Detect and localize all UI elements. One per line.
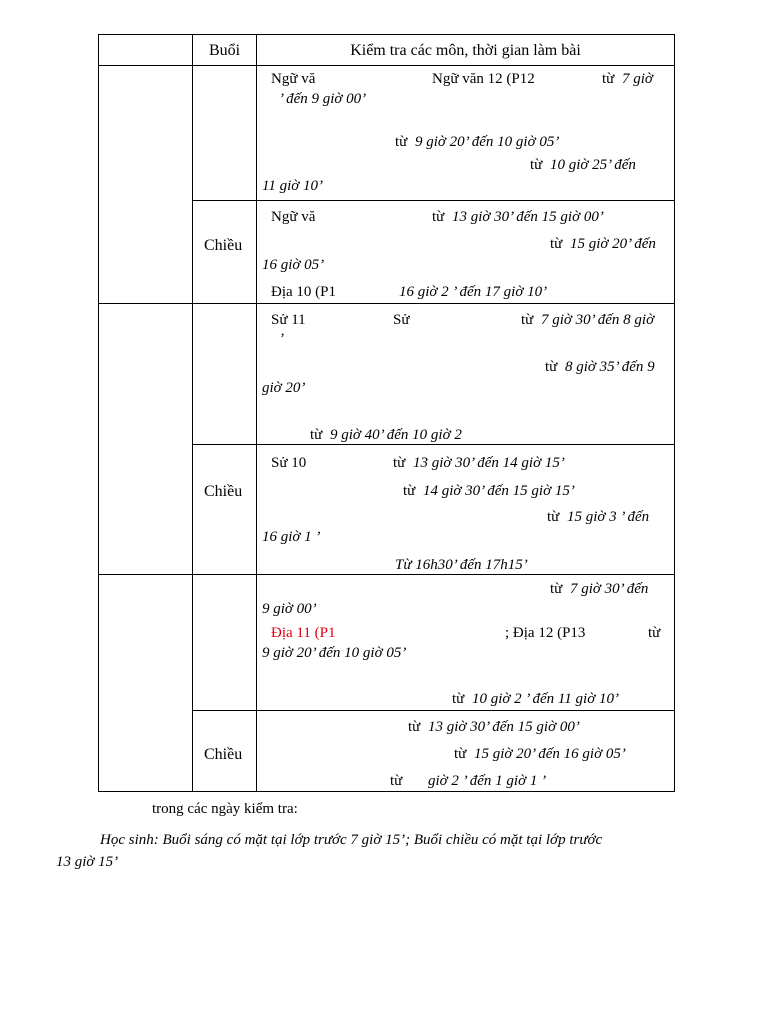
time-prefix: từ [393,455,406,471]
time-prefix: từ [395,134,408,150]
time-range: 13 giờ 30’ đến 14 giờ 15’ [413,455,565,471]
time-range: 7 giờ 30’ đến 8 giờ [541,312,655,328]
row-divider [192,710,675,711]
row-divider [98,574,675,575]
subject-label: Ngữ vă [271,209,316,225]
time-prefix: từ [530,157,543,173]
time-range: 15 giờ 20’ đến 16 giờ 05’ [474,746,626,762]
time-range: 9 giờ 40’ đến 10 giờ 2 [330,427,462,443]
time-prefix: từ [408,719,421,735]
table-border-top [98,34,675,35]
time-range: 13 giờ 30’ đến 15 giờ 00’ [428,719,580,735]
column-divider [256,34,257,792]
time-range: 16 giờ 1 ’ [262,529,321,545]
time-prefix: từ [547,509,560,525]
time-range: 14 giờ 30’ đến 15 giờ 15’ [423,483,575,499]
time-prefix: từ [403,483,416,499]
column-divider [192,34,193,792]
time-prefix: từ [452,691,465,707]
time-range: 7 giờ [622,71,653,87]
note-intro: trong các ngày kiểm tra: [152,801,298,817]
time-prefix: từ [310,427,323,443]
time-range: 16 giờ 05’ [262,257,325,273]
subject-label: Ngữ vă [271,71,316,87]
time-prefix: từ [521,312,534,328]
session-label: Chiều [204,483,243,500]
note-student-arrival: Học sinh: Buổi sáng có mặt tại lớp trước 7 giờ 15’; Buổi chiều có mặt tại lớp trước [100,832,603,848]
subject-label: Sử [393,312,410,328]
time-range: 16 giờ 2 ’ đến 17 giờ 10’ [399,284,548,300]
session-label: Chiều [204,746,243,763]
time-range: 9 giờ 20’ đến 10 giờ 05’ [262,645,407,661]
time-prefix: từ [550,236,563,252]
time-range: 10 giờ 25’ đến [550,157,636,173]
header-session: Buổi [208,42,241,59]
time-prefix: từ [454,746,467,762]
note-student-arrival-cont: 13 giờ 15’ [56,854,119,870]
time-range: 7 giờ 30’ đến [570,581,649,597]
time-range: ’ đến 9 giờ 00’ [279,91,367,107]
time-range: 8 giờ 35’ đến 9 [565,359,655,375]
table-border-left [98,34,99,792]
subject-label: Ngữ văn 12 (P12 [432,71,535,87]
time-range: 9 giờ 00’ [262,601,317,617]
subject-label: Địa 10 (P1 [271,284,336,300]
time-range: giờ 2 ’ đến 1 giờ 1 ’ [428,773,547,789]
time-range: 15 giờ 20’ đến [570,236,656,252]
subject-label-highlighted: Địa 11 (P1 [271,625,336,641]
time-range: giờ 20’ [262,380,306,396]
row-divider [98,303,675,304]
time-range: 11 giờ 10’ [262,178,324,194]
time-prefix: từ [545,359,558,375]
time-range: 13 giờ 30’ đến 15 giờ 00’ [452,209,604,225]
row-divider [192,200,675,201]
subject-label: Sử 11 [271,312,306,328]
time-prefix: từ [550,581,563,597]
time-prefix: từ [648,625,661,641]
time-range: 9 giờ 20’ đến 10 giờ 05’ [415,134,560,150]
time-prefix: từ [390,773,403,789]
time-prefix: từ [432,209,445,225]
time-range: 15 giờ 3 ’ đến [567,509,650,525]
table-border-bottom [98,791,675,792]
time-prefix: từ [602,71,615,87]
subject-label: Sử 10 [271,455,307,471]
time-range: 10 giờ 2 ’ đến 11 giờ 10’ [472,691,619,707]
table-header-divider [98,65,675,66]
session-label: Chiều [204,237,243,254]
row-divider [192,444,675,445]
time-range: Từ 16h30’ đến 17h15’ [395,557,528,573]
time-range: ’ [279,331,284,347]
header-subjects: Kiểm tra các môn, thời gian làm bài [350,42,581,59]
table-border-right [674,34,675,792]
subject-label: ; Địa 12 (P13 [505,625,586,641]
